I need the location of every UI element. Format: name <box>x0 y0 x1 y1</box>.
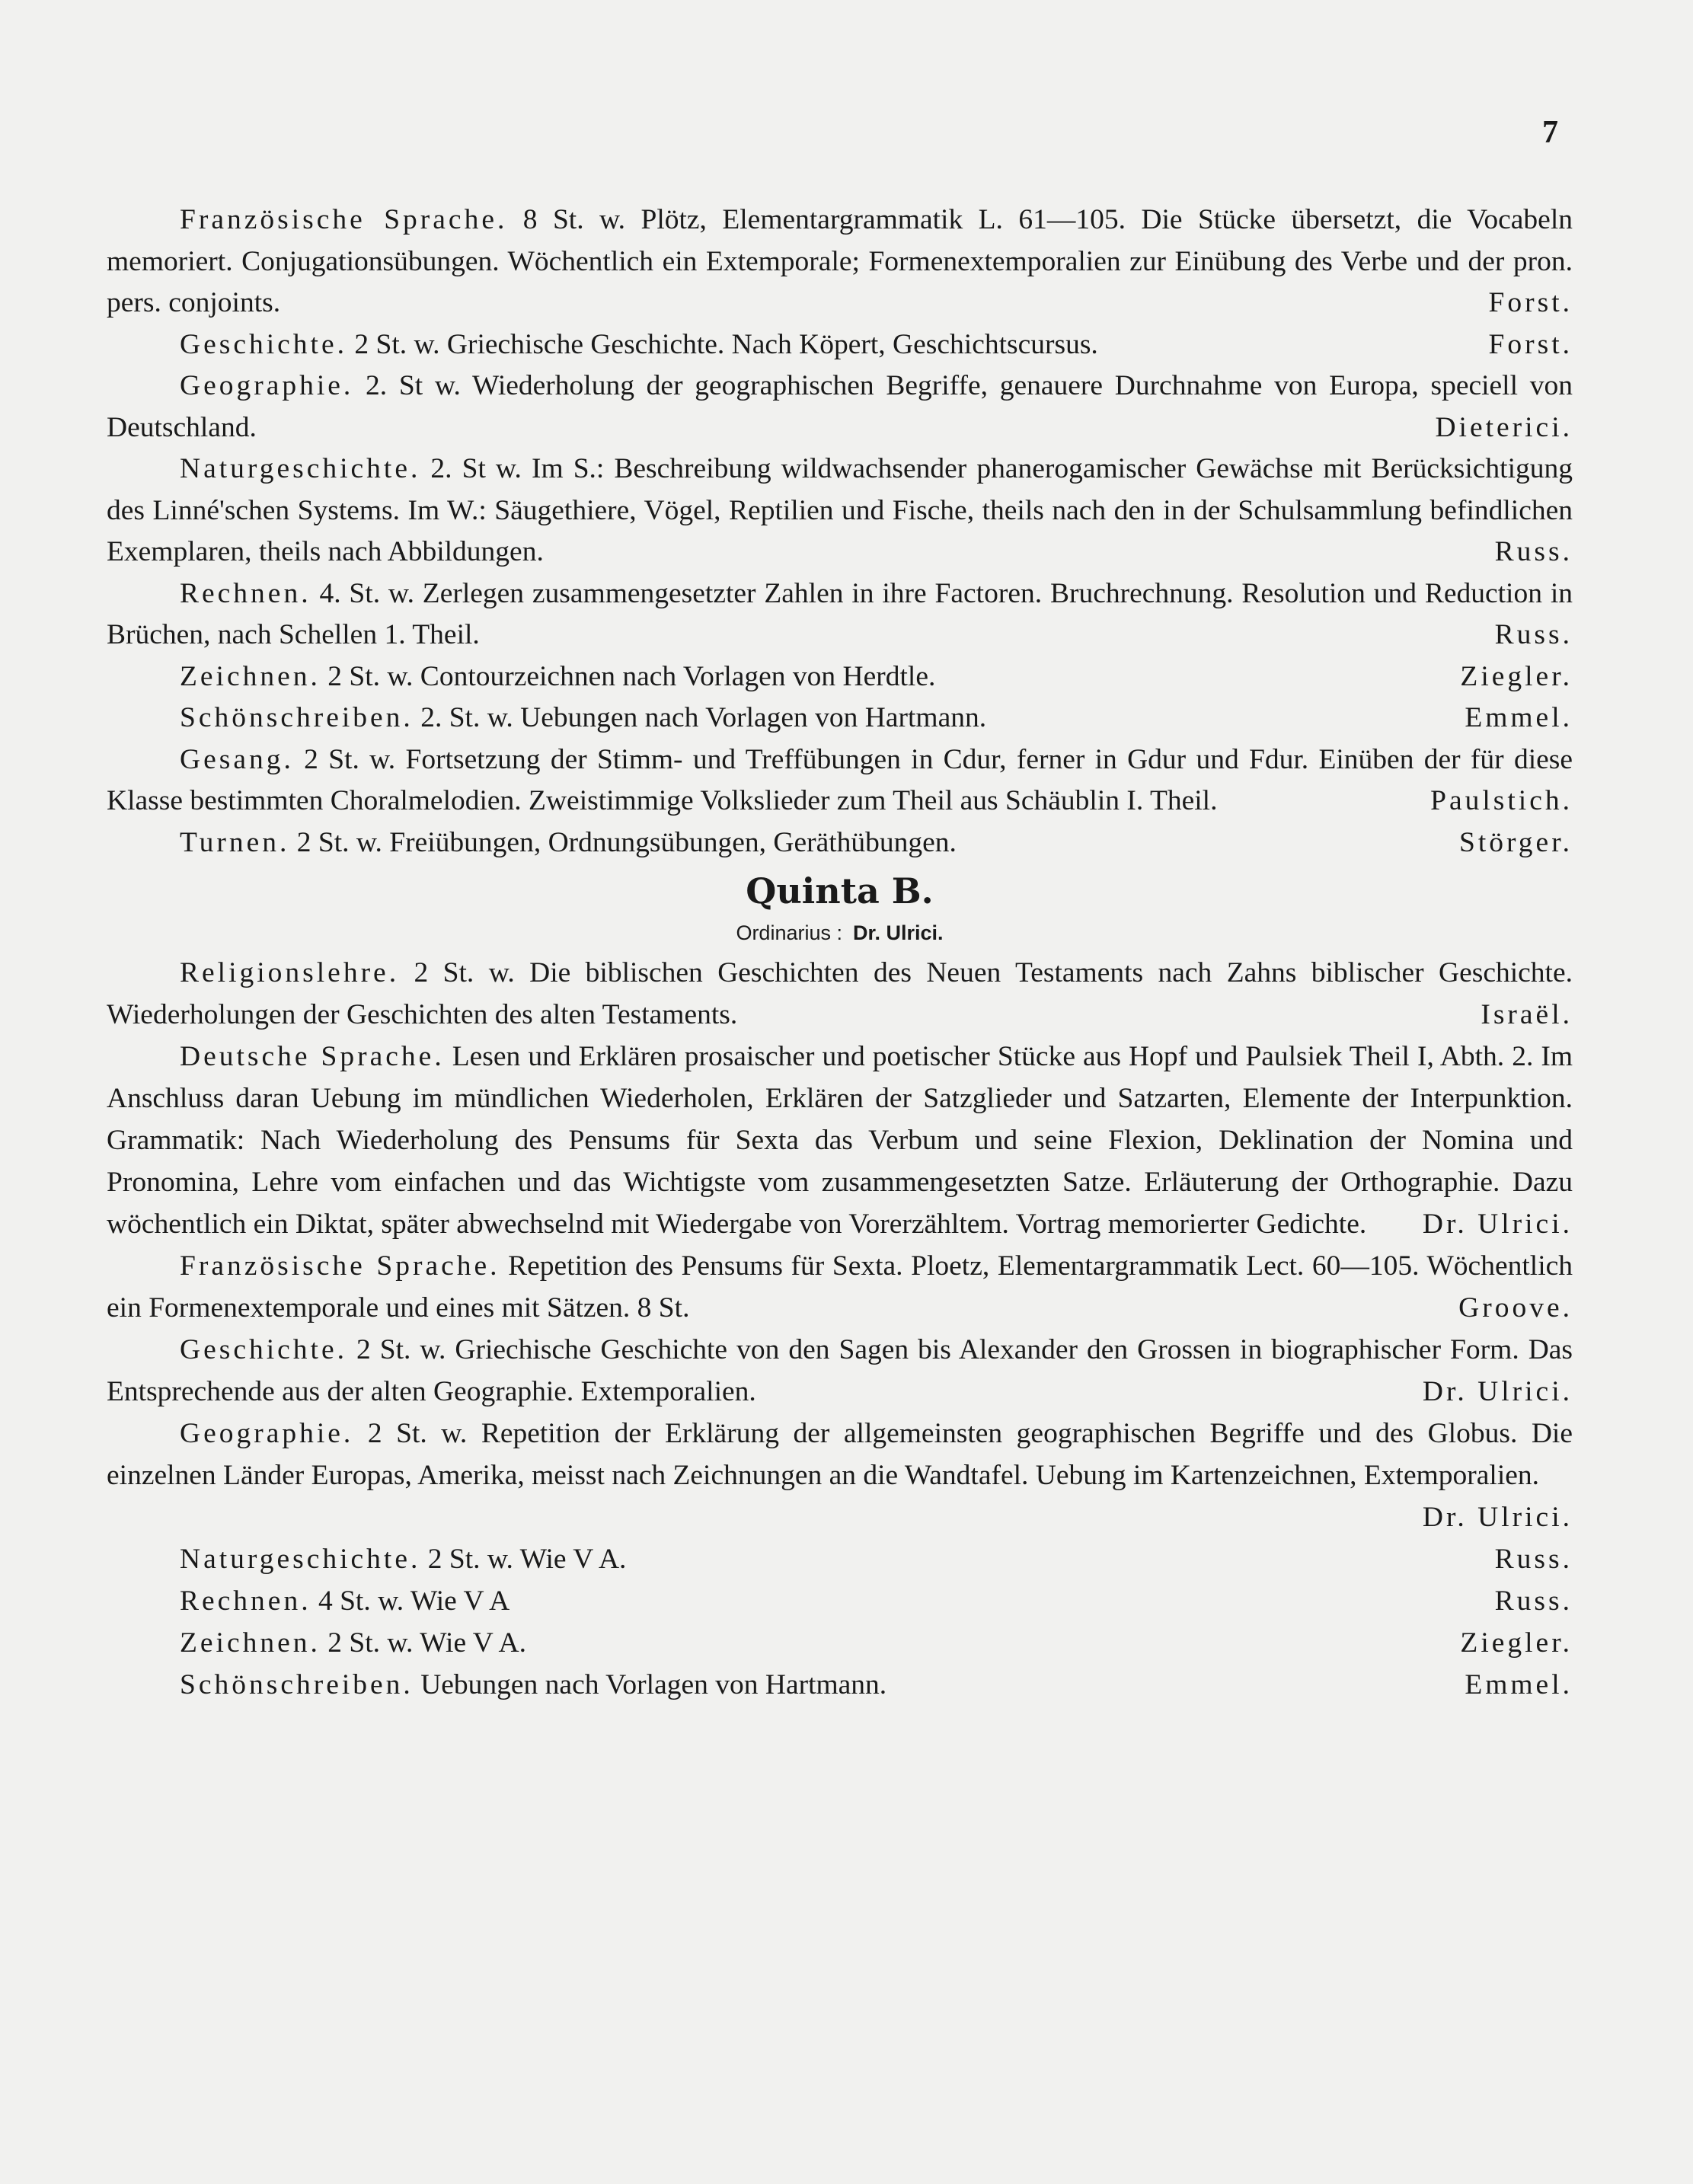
teacher-name: Dr. Ulrici. <box>1422 1209 1573 1240</box>
page-content <box>107 200 1573 1706</box>
teacher-name: Ziegler. <box>1460 1627 1573 1659</box>
subject-description: 2. St w. Im S.: Beschreibung wildwachsender phanerogamischer Gewächse mit Berücksichtigung des Linné'schen Systems. Im W.: Säugethiere, Vögel, Reptilien und Fische, theils nach den in der Schulsammlung befindlichen Exemplaren, theils nach Abbildungen. <box>107 453 1573 567</box>
section-heading: Quinta B. <box>746 870 934 912</box>
teacher-name: Forst. <box>1488 287 1573 318</box>
subject-name: Zeichnen. <box>180 1627 321 1659</box>
subject-name: Zeichnen. <box>180 660 321 692</box>
subject-entry <box>107 1413 1573 1538</box>
subject-entry <box>107 573 1573 656</box>
subject-name: Rechnen. <box>180 577 311 609</box>
teacher-name: Störger. <box>1458 826 1573 858</box>
subject-name: Gesang. <box>180 743 294 775</box>
subject-description: Uebungen nach Vorlagen von Hartmann. <box>420 1669 887 1700</box>
subject-entry <box>107 822 1573 864</box>
subject-name: Französische Sprache. <box>180 1250 500 1282</box>
subject-description: Lesen und Erklären prosaischer und poetischer Stücke aus Hopf und Paulsiek Theil I, Abth. 2. Im Anschluss daran Uebung im mündlichen Wiederholen, Erklären der Satzglieder und Satzarten, Elemente der Interpunktion. Grammatik: Nach Wiederholung des Pensums für Sexta das Verbum und seine Flexion, Deklination der Nomina und Pronomina, Lehre vom einfachen und das Wichtigste vom zusammengesetzten Satze. Erläuterung der Orthographie. Dazu wöchentlich ein Diktat, später abwechselnd mit Wiedergabe von Vorerzähltem. Vortrag memorierter Gedichte. <box>107 1041 1573 1240</box>
teacher-name: Russ. <box>1494 619 1573 650</box>
teacher-name: Emmel. <box>1465 1669 1573 1700</box>
subject-entry <box>107 952 1573 1036</box>
subject-name: Naturgeschichte. <box>180 453 421 484</box>
subject-name: Schönschreiben. <box>180 702 414 733</box>
section-quinta-b <box>107 952 1573 1706</box>
subject-entry <box>107 739 1573 822</box>
teacher-name: Forst. <box>1488 328 1573 360</box>
subject-entry <box>107 1538 1573 1580</box>
subject-name: Religionslehre. <box>180 957 400 988</box>
ordinarius-name: Dr. Ulrici. <box>853 921 944 944</box>
subject-description: 2 St. w. Griechische Geschichte von den Sagen bis Alexander den Grossen in biographischer Form. Das Entsprechende aus der alten Geographie. Extemporalien. <box>107 1334 1573 1407</box>
subject-name: Französische Sprache. <box>180 204 508 235</box>
subject-name: Naturgeschichte. <box>180 1544 421 1575</box>
subject-entry <box>107 1036 1573 1245</box>
subject-entry <box>107 1622 1573 1664</box>
subject-entry <box>107 449 1573 573</box>
ordinarius-label: Ordinarius : <box>736 921 842 944</box>
subject-description: 2 St. w. Fortsetzung der Stimm- und Treffübungen in Cdur, ferner in Gdur und Fdur. Einüben der für diese Klasse bestimmten Choralmelodien. Zweistimmige Volkslieder zum Theil aus Schäublin I. Theil. <box>107 743 1573 816</box>
teacher-name: Dr. Ulrici. <box>1422 1502 1573 1533</box>
teacher-name: Ziegler. <box>1460 660 1573 692</box>
subject-entry <box>107 1664 1573 1706</box>
teacher-name: Russ. <box>1494 1585 1573 1617</box>
subject-entry <box>107 656 1573 698</box>
subject-description: 4 St. w. Wie V A <box>318 1585 510 1617</box>
teacher-name: Emmel. <box>1465 702 1573 733</box>
section-quinta-a <box>107 200 1573 864</box>
teacher-name: Dr. Ulrici. <box>1422 1376 1573 1407</box>
subject-name: Geographie. <box>180 370 354 401</box>
subject-name: Turnen. <box>180 826 290 858</box>
subject-entry <box>107 1245 1573 1329</box>
subject-entry <box>107 698 1573 739</box>
subject-description: 2 St. w. Wie V A. <box>327 1627 526 1659</box>
teacher-name: Russ. <box>1494 1544 1573 1575</box>
subject-name: Schönschreiben. <box>180 1669 414 1700</box>
subject-description: Repetition des Pensums für Sexta. Ploetz, Elementargrammatik Lect. 60—105. Wöchentlich ein Formenextemporale und eines mit Sätzen. 8 St. <box>107 1250 1573 1323</box>
subject-name: Geschichte. <box>180 1334 347 1365</box>
subject-description: 2 St. w. Griechische Geschichte. Nach Köpert, Geschichtscursus. <box>354 328 1098 360</box>
subject-description: 2 St. w. Repetition der Erklärung der allgemeinsten geographischen Begriffe und des Globus. Die einzelnen Länder Europas, Amerika, meisst nach Zeichnungen an die Wandtafel. Uebung im Kartenzeichnen, Extemporalien. <box>107 1418 1573 1491</box>
subject-entry <box>107 1580 1573 1622</box>
subject-entry <box>107 324 1573 366</box>
subject-description: 2 St. w. Die biblischen Geschichten des Neuen Testaments nach Zahns biblischer Geschichte. Wiederholungen der Geschichten des alten Testaments. <box>107 957 1573 1030</box>
subject-entry <box>107 200 1573 324</box>
page-number: 7 <box>1542 115 1558 150</box>
subject-description: 4. St. w. Zerlegen zusammengesetzter Zahlen in ihre Factoren. Bruchrechnung. Resolution und Reduction in Brüchen, nach Schellen 1. Theil. <box>107 577 1573 650</box>
teacher-name: Israël. <box>1481 999 1573 1030</box>
subject-description: 2 St. w. Wie V A. <box>427 1544 627 1575</box>
subject-description: 2 St. w. Contourzeichnen nach Vorlagen von Herdtle. <box>327 660 936 692</box>
teacher-name: Groove. <box>1458 1292 1573 1323</box>
subject-entry <box>107 366 1573 449</box>
subject-description: 2. St. w. Uebungen nach Vorlagen von Hartmann. <box>420 702 987 733</box>
ordinarius-line <box>107 914 1573 952</box>
subject-description: 2 St. w. Freiübungen, Ordnungsübungen, Geräthübungen. <box>296 826 957 858</box>
teacher-name: Dieterici. <box>1435 411 1573 443</box>
subject-description: 2. St w. Wiederholung der geographischen Begriffe, genauere Durchnahme von Europa, speciell von Deutschland. <box>107 370 1573 443</box>
teacher-name: Paulstich. <box>1430 785 1573 816</box>
teacher-name: Russ. <box>1494 536 1573 567</box>
subject-entry <box>107 1329 1573 1413</box>
subject-name: Geographie. <box>180 1418 354 1449</box>
subject-description: 8 St. w. Plötz, Elementargrammatik L. 61—105. Die Stücke übersetzt, die Vocabeln memoriert. Conjugationsübungen. Wöchentlich ein Extemporale; Formenextemporalien zur Einübung des Verbe und der pron. pers. conjoints. <box>107 204 1573 318</box>
subject-name: Deutsche Sprache. <box>180 1041 445 1072</box>
subject-name: Geschichte. <box>180 328 347 360</box>
subject-name: Rechnen. <box>180 1585 311 1617</box>
